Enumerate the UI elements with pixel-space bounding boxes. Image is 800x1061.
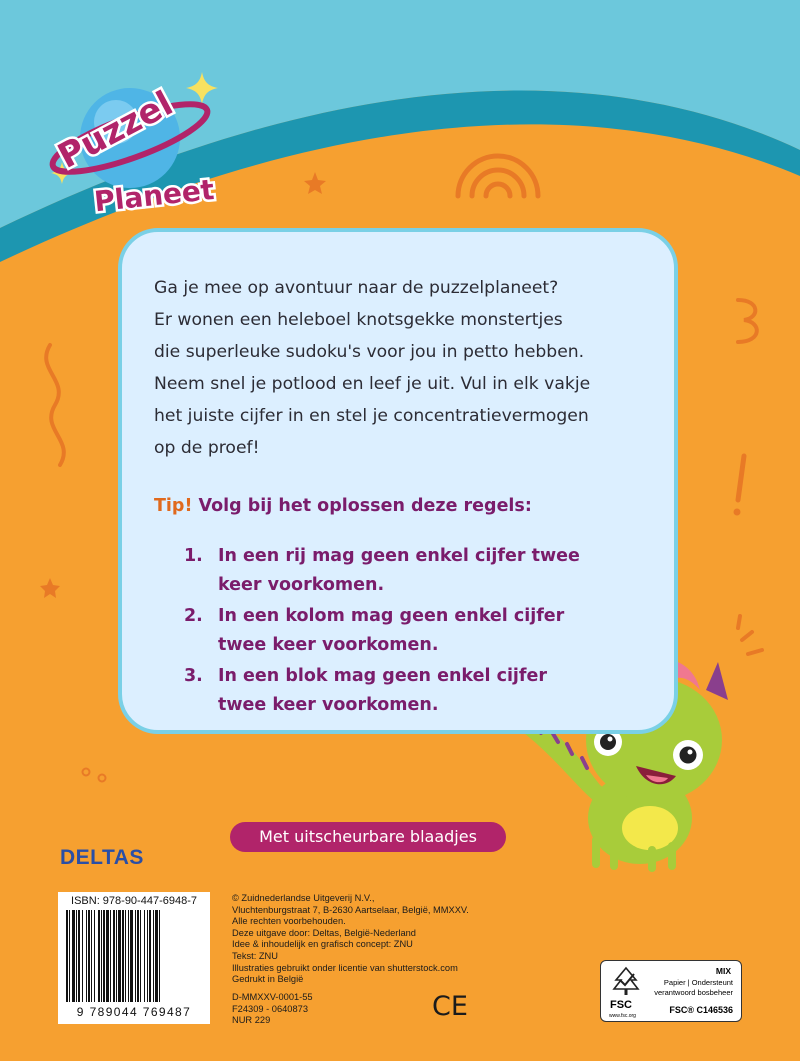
barcode-bar xyxy=(69,910,70,1002)
code-line: F24309 - 0640873 xyxy=(232,1003,308,1014)
rule-text: In een blok mag geen enkel cijfer twee keer voorkomen. xyxy=(218,666,548,715)
legal-line: Deze uitgave door: Deltas, België-Nederland xyxy=(232,927,416,938)
ce-mark-icon xyxy=(432,990,472,1020)
barcode-bar xyxy=(78,910,80,1002)
fsc-code: FSC® C146536 xyxy=(669,1005,733,1015)
rules-list xyxy=(184,542,598,722)
intro-line: Neem snel je potlood en leef je uit. Vul in elk vakje xyxy=(154,374,591,394)
code-line: NUR 229 xyxy=(232,1015,271,1026)
rule-text: In een rij mag geen enkel cijfer twee keer voorkomen. xyxy=(218,546,580,595)
barcode-bar xyxy=(101,910,102,1002)
ce-mark xyxy=(432,990,472,1024)
legal-line: Illustraties gebruikt onder licentie van shutterstock.com xyxy=(232,962,458,973)
logo-wordmark xyxy=(36,56,236,226)
barcode-bar xyxy=(137,910,139,1002)
legal-line: Vluchtenburgstraat 7, B-2630 Aartselaar, België, MMXXV. xyxy=(232,904,469,915)
barcode-bar xyxy=(118,910,121,1002)
fsc-website: www.fsc.org xyxy=(609,1013,636,1019)
tip-label: Tip! xyxy=(154,496,193,516)
isbn-text: ISBN: 978-90-447-6948-7 xyxy=(71,895,197,907)
rule-item xyxy=(184,602,598,660)
barcode-bar xyxy=(147,910,148,1002)
publisher-logo: DELTAS xyxy=(60,846,144,869)
barcode-bar xyxy=(66,910,68,1002)
feature-badge: Met uitscheurbare blaadjes xyxy=(230,822,506,852)
legal-line: © Zuidnederlandse Uitgeverij N.V., xyxy=(232,893,375,903)
barcode-bar xyxy=(110,910,111,1002)
barcode-bar xyxy=(91,910,92,1002)
logo-word-2: Planeet xyxy=(92,172,216,219)
tip-heading xyxy=(154,496,532,516)
intro-line: die superleuke sudoku's voor jou in petto hebben. xyxy=(154,342,585,362)
barcode-bar xyxy=(116,910,117,1002)
tip-text: Volg bij het oplossen deze regels: xyxy=(198,496,532,516)
barcode-bar xyxy=(98,910,100,1002)
intro-line: het juiste cijfer in en stel je concentratievermogen xyxy=(154,406,589,426)
barcode-bar xyxy=(128,910,129,1002)
barcode-bar xyxy=(106,910,109,1002)
fsc-logo-text: FSC xyxy=(610,999,632,1011)
ce-mark-text: CE xyxy=(432,991,468,1020)
intro-line: op de proef! xyxy=(154,438,260,458)
barcode-icon xyxy=(64,910,204,1002)
fsc-mix: MIX xyxy=(715,966,731,976)
barcode-bar xyxy=(153,910,154,1002)
barcode-bar xyxy=(149,910,151,1002)
barcode-bar xyxy=(103,910,105,1002)
product-codes xyxy=(232,992,313,1027)
barcode-bar xyxy=(144,910,145,1002)
fsc-label xyxy=(600,960,742,1022)
legal-line: Alle rechten voorbehouden. xyxy=(232,916,346,927)
intro-line: Er wonen een heleboel knotsgekke monstertjes xyxy=(154,310,563,330)
logo-word-1: Puzzel xyxy=(51,83,180,177)
rule-text: In een kolom mag geen enkel cijfer twee keer voorkomen. xyxy=(218,606,565,655)
rule-number: 1. xyxy=(184,546,203,566)
barcode-bar xyxy=(140,910,141,1002)
barcode-bar xyxy=(113,910,115,1002)
barcode-number: 9 789044 769487 xyxy=(76,1005,192,1019)
legal-text xyxy=(232,893,469,986)
barcode-bar xyxy=(86,910,87,1002)
rule-number: 3. xyxy=(184,666,203,686)
intro-text xyxy=(154,272,674,464)
barcode-bar xyxy=(76,910,77,1002)
barcode-bar xyxy=(125,910,126,1002)
info-panel xyxy=(118,228,678,734)
code-line: D-MMXXV-0001-55 xyxy=(232,992,313,1002)
rule-item xyxy=(184,662,598,720)
barcode-bar xyxy=(130,910,133,1002)
barcode-bar xyxy=(94,910,95,1002)
intro-line: Ga je mee op avontuur naar de puzzelplaneet? xyxy=(154,278,559,298)
logo xyxy=(36,56,236,230)
barcode-bar xyxy=(135,910,136,1002)
barcode-box xyxy=(58,892,210,1024)
legal-line: Gedrukt in België xyxy=(232,974,304,985)
barcode-bar xyxy=(159,910,160,1002)
fsc-paper-text: Papier | Ondersteunt verantwoord bosbeheer xyxy=(654,978,733,997)
rule-number: 2. xyxy=(184,606,203,626)
legal-line: Tekst: ZNU xyxy=(232,950,278,961)
rule-item xyxy=(184,542,598,600)
barcode-bar xyxy=(122,910,124,1002)
barcode-bar xyxy=(72,910,75,1002)
legal-line: Idee & inhoudelijk en grafisch concept: ZNU xyxy=(232,939,413,950)
barcode-bar xyxy=(155,910,158,1002)
barcode-bar xyxy=(82,910,83,1002)
barcode-bar xyxy=(88,910,90,1002)
